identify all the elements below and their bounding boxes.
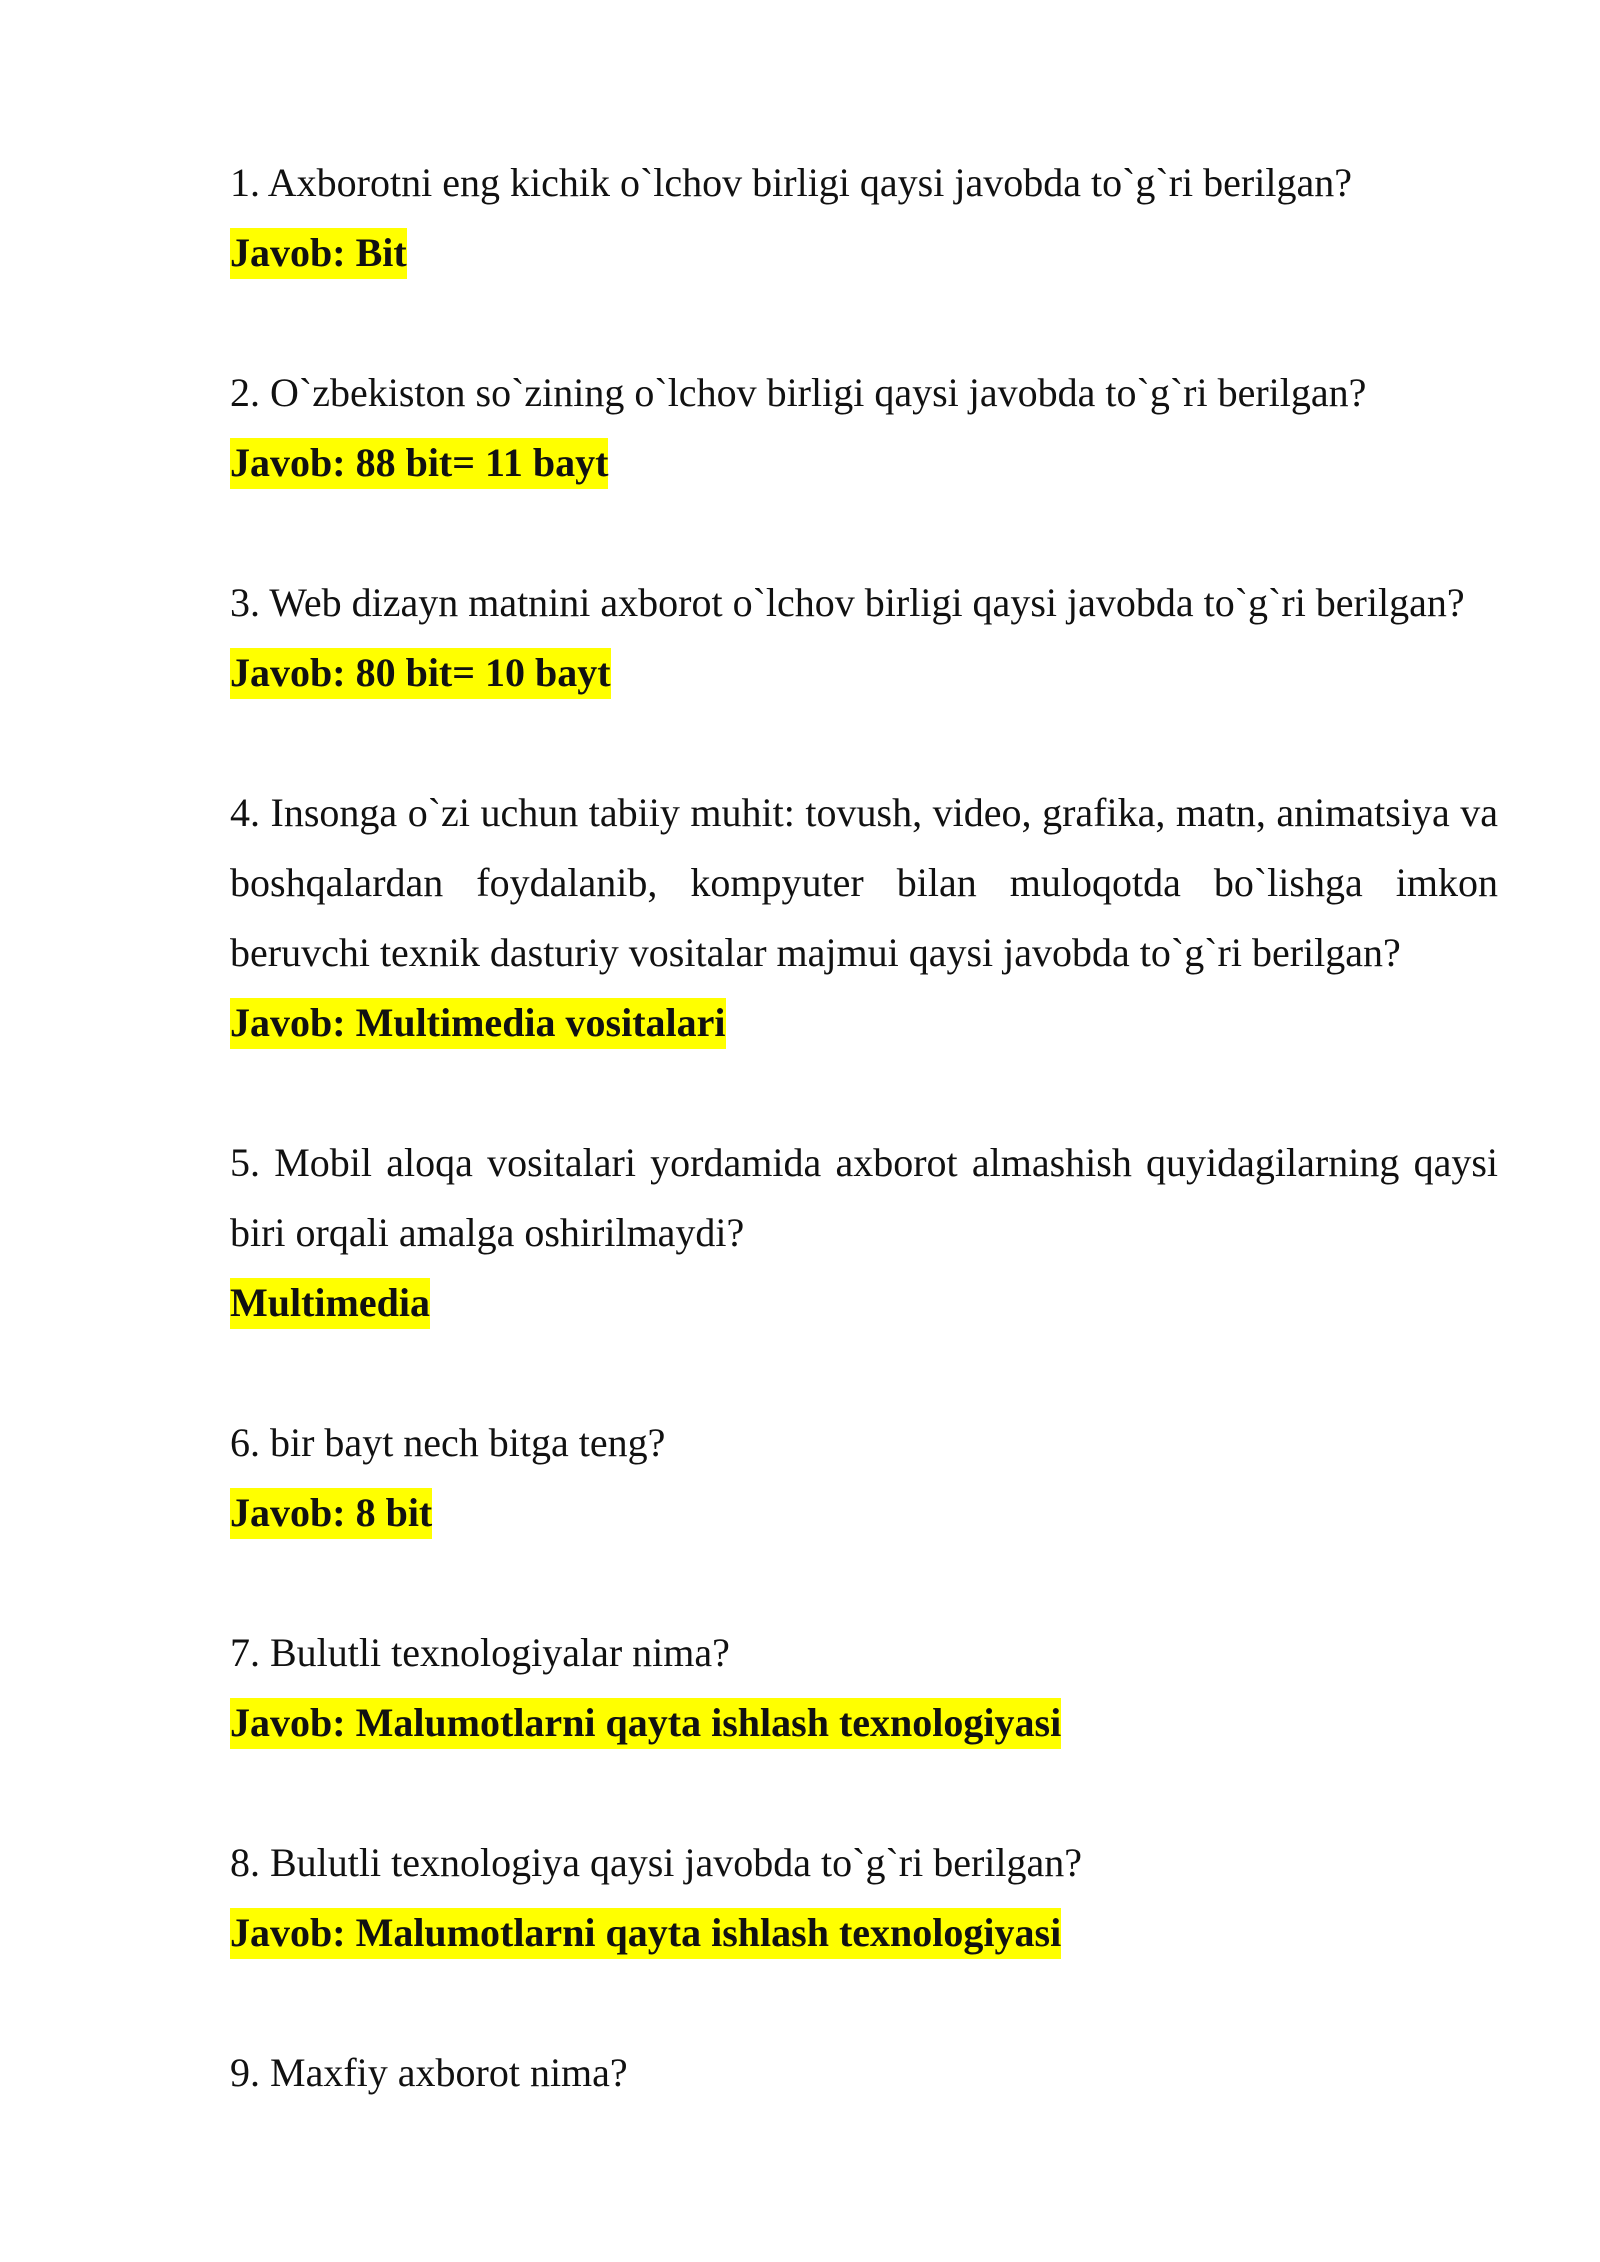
qa-item-8: [230, 1828, 1498, 1968]
answer-highlight: Javob: Bit: [230, 228, 407, 279]
answer-line: [230, 428, 1498, 498]
qa-item-5: [230, 1128, 1498, 1338]
qa-item-1: [230, 148, 1498, 288]
qa-item-4: [230, 778, 1498, 1058]
answer-line: [230, 1268, 1498, 1338]
qa-item-3: [230, 568, 1498, 708]
document-page: [230, 148, 1498, 2178]
answer-highlight: Javob: 88 bit= 11 bayt: [230, 438, 608, 489]
answer-line: [230, 1688, 1498, 1758]
qa-item-9: [230, 2038, 1498, 2108]
answer-highlight: Javob: 8 bit: [230, 1488, 432, 1539]
question-text: 7. Bulutli texnologiyalar nima?: [230, 1630, 730, 1675]
question-text: 3. Web dizayn matnini axborot o`lchov birligi qaysi javobda to`g`ri berilgan?: [230, 580, 1465, 625]
answer-highlight: Javob: Malumotlarni qayta ishlash texnologiyasi: [230, 1908, 1061, 1959]
question-text: 6. bir bayt nech bitga teng?: [230, 1420, 666, 1465]
question-text: 9. Maxfiy axborot nima?: [230, 2050, 628, 2095]
answer-highlight: Javob: Multimedia vositalari: [230, 998, 726, 1049]
question-text: 4. Insonga o`zi uchun tabiiy muhit: tovush, video, grafika, matn, animatsiya va boshqalardan foydalanib, kompyuter bilan muloqotda bo`lishga imkon beruvchi texnik dasturiy vositalar majmui qaysi javobda to`g`ri berilgan?: [230, 790, 1498, 975]
answer-line: [230, 1898, 1498, 1968]
qa-item-6: [230, 1408, 1498, 1548]
answer-highlight: Multimedia: [230, 1278, 430, 1329]
question-text: 5. Mobil aloqa vositalari yordamida axborot almashish quyidagilarning qaysi biri orqali amalga oshirilmaydi?: [230, 1140, 1498, 1255]
answer-line: [230, 988, 1498, 1058]
answer-highlight: Javob: 80 bit= 10 bayt: [230, 648, 611, 699]
question-list: [230, 148, 1498, 2108]
answer-highlight: Javob: Malumotlarni qayta ishlash texnologiyasi: [230, 1698, 1061, 1749]
answer-line: [230, 1478, 1498, 1548]
answer-line: [230, 638, 1498, 708]
question-text: 2. O`zbekiston so`zining o`lchov birligi qaysi javobda to`g`ri berilgan?: [230, 370, 1367, 415]
qa-item-7: [230, 1618, 1498, 1758]
question-text: 1. Axborotni eng kichik o`lchov birligi qaysi javobda to`g`ri berilgan?: [230, 160, 1352, 205]
answer-line: [230, 218, 1498, 288]
qa-item-2: [230, 358, 1498, 498]
question-text: 8. Bulutli texnologiya qaysi javobda to`g`ri berilgan?: [230, 1840, 1083, 1885]
